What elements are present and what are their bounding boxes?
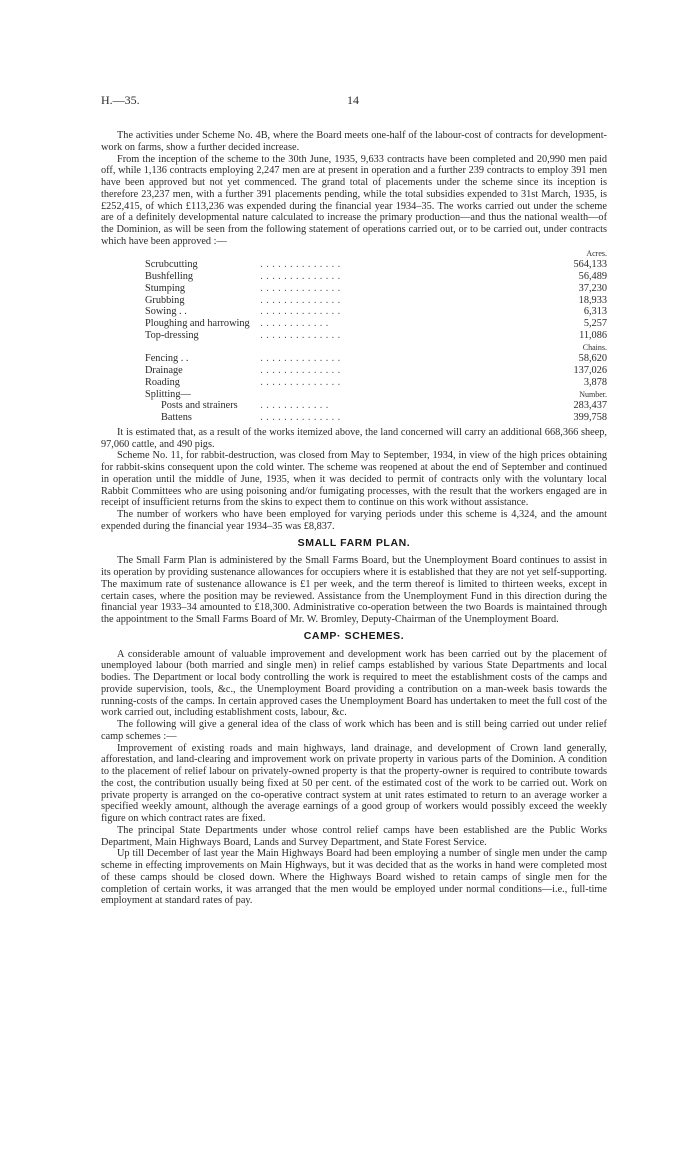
paragraph-stock-estimate: It is estimated that, as a result of the works itemized above, the land concerned will carry an additional 668,366 sheep, 97,060 cattle, and 490 pigs. — [101, 426, 607, 450]
operation-label: Ploughing and harrowing — [145, 318, 250, 329]
leader-dots: . . . . . . . . . . . . — [260, 318, 329, 329]
operation-row — [145, 412, 607, 424]
operation-value: 3,878 — [583, 376, 607, 388]
leader-dots: . . . . . . . . . . . . . . — [260, 329, 341, 341]
unit-row — [145, 248, 607, 260]
operation-value: 283,437 — [573, 400, 607, 412]
operation-label: Bushfelling — [145, 271, 194, 282]
operation-label: Battens — [161, 412, 192, 423]
operation-value: 56,489 — [578, 271, 607, 282]
unit-label: Number. — [579, 389, 607, 399]
operation-value: 5,257 — [583, 318, 607, 329]
heading-camp-schemes: CAMP· SCHEMES. — [303, 629, 405, 642]
operation-label: Stumping — [145, 282, 186, 294]
splitting-label: Splitting— — [145, 388, 191, 400]
page-header — [101, 95, 607, 109]
leader-dots: . . . . . . . . . . . . . . — [260, 365, 341, 376]
unit-label: Chains. — [582, 342, 607, 352]
leader-dots: . . . . . . . . . . . . . . — [260, 282, 341, 294]
paragraph-camp-improvement: Improvement of existing roads and main highways, land drainage, and development of Crown land generally, afforestation, and land-clearing and improvement work on private property in various parts of the Dominion. A condition to the placement of relief labour on privately-owned property is that the property-owner is required to contribute towards the cost, the contribution usually being fixed at 50 per cent. of the estimated cost of the work to be carried out. Work on private property is arranged on the co-operative contract system at unit rates estimated to return to an average worker a specified weekly amount, although the average earnings of a good group of workers would possibly exceed the weekly figure on which contract rates are fixed. — [101, 742, 607, 824]
paragraph-camp-departments: The principal State Departments under whose control relief camps have been established are the Public Works Department, Main Highways Board, Lands and Survey Department, and State Forest Service. — [101, 824, 607, 848]
paragraph-scheme-4b: The activities under Scheme No. 4B, where the Board meets one-half of the labour-cost of contracts for development-work on farms, show a further decided increase. — [101, 130, 607, 153]
operation-row — [145, 330, 607, 342]
leader-dots: . . . . . . . . . . . . . . — [260, 271, 341, 282]
leader-dots: . . . . . . . . . . . . . . — [260, 294, 341, 306]
operation-label: Posts and strainers — [161, 400, 238, 412]
heading-small-farm-plan: SMALL FARM PLAN. — [297, 536, 411, 549]
paragraph-placements: From the inception of the scheme to the 30th June, 1935, 9,633 contracts have been completed and 20,990 men paid off, while 1,136 contracts employing 2,247 men are at present in operation and a further 239 contracts to employ 391 men have been approved but not yet commenced. The grand total of placements under the scheme since its inception is therefore 23,237 men, with a further 391 placements pending, while the total subsidies expended to 31st March, 1935, is £252,415, of which £113,236 was expended during the financial year 1934–35. The works carried out under the scheme are of a definitely developmental nature calculated to increase the primary production—and thus the national wealth—of the Dominion, as will be seen from the following statement of operations carried out, or to be carried out, under contracts which have been approved :— — [101, 153, 607, 247]
operation-label: Scrubcutting — [145, 259, 198, 271]
operation-value: 564,133 — [573, 259, 607, 271]
paragraph-camp-highways: Up till December of last year the Main Highways Board had been employing a number of single men under the camp scheme in effecting improvements on Main Highways, but it was decided that as the works in hand were completed most of these camps should be closed down. Where the Highways Board wished to retain camps of single men for the completion of certain works, it was arranged that the men would be employed under normal conditions—i.e., full-time employment at standard rates of pay. — [101, 848, 607, 907]
operations-table — [145, 248, 607, 424]
leader-dots: . . . . . . . . . . . . . . — [260, 353, 341, 365]
page-number: 14 — [347, 93, 359, 107]
unit-label: Acres. — [586, 248, 607, 258]
operation-value: 399,758 — [573, 412, 607, 423]
operation-row — [145, 365, 607, 377]
operation-value: 11,086 — [579, 329, 607, 341]
operation-label: Top-dressing — [145, 329, 199, 341]
leader-dots: . . . . . . . . . . . . . . — [260, 259, 341, 271]
operation-row — [145, 377, 607, 389]
paragraph-small-farm: The Small Farm Plan is administered by the Small Farms Board, but the Unemployment Board continues to assist in its operation by providing sustenance allowances for occupiers where it is established that they are not yet self-supporting. The maximum rate of sustenance allowance is £1 per week, and the term thereof is limited to thirteen weeks, except in certain cases, where the position may be reviewed. Assistance from the Unemployment Fund in this direction during the financial year 1933–34 amounted to £18,300. Administrative co-operation between the two Boards is maintained through the appointment to the Small Farms Board of Mr. W. Bromley, Deputy-Chairman of the Unemployment Board. — [101, 555, 607, 625]
operation-row — [145, 271, 607, 283]
operation-row — [145, 259, 607, 271]
document-code: H.—35. — [101, 93, 140, 107]
operation-value: 6,313 — [583, 306, 607, 318]
operation-label: Drainage — [145, 365, 183, 376]
leader-dots: . . . . . . . . . . . . — [260, 400, 329, 412]
operation-row — [145, 318, 607, 330]
operation-label: Roading — [145, 376, 180, 388]
operation-value: 37,230 — [578, 282, 607, 294]
operation-row — [145, 306, 607, 318]
paragraph-scheme-11: Scheme No. 11, for rabbit-destruction, was closed from May to September, 1934, in view of the high prices obtaining for rabbit-skins consequent upon the cold winter. The scheme was reopened at about the end of September and continued in operation until the middle of June, 1935, when it was decided to permit of contracts only with the voluntary local Rabbit Committees who are using poisoning and/or fumigating processes, with the result that the workers engaged are in receipt of insufficient returns from the skins to expect them to continue on this work without assistance. — [101, 450, 607, 509]
operation-value: 18,933 — [578, 294, 607, 306]
operation-row — [145, 400, 607, 412]
paragraph-camp-intro: A considerable amount of valuable improvement and development work has been carried out by the placement of unemployed labour (both married and single men) in relief camps established by various State Departments and local bodies. The Department or local body controlling the work is required to meet the establishment costs of the camps and provide supervision, tools, &c., the Unemployment Board providing a contribution on a man-week basis towards the running-costs of the camps. In certain approved cases the Unemployment Board has undertaken to meet the full cost of the work carried out, including establishment costs, labour, &c. — [101, 648, 607, 719]
operation-label: Fencing . . — [145, 353, 189, 365]
operation-label: Grubbing — [145, 294, 185, 306]
unit-row — [145, 342, 607, 354]
paragraph-workers: The number of workers who have been employed for varying periods under this scheme is 4,324, and the amount expended during the financial year 1934–35 was £8,837. — [101, 509, 607, 532]
operation-value: 137,026 — [573, 365, 607, 376]
paragraph-camp-class: The following will give a general idea of the class of work which has been and is still being carried out under relief camp schemes :— — [101, 719, 607, 742]
operation-label: Sowing . . — [145, 306, 187, 318]
operation-value: 58,620 — [578, 353, 607, 365]
leader-dots: . . . . . . . . . . . . . . — [260, 376, 341, 388]
page-body — [101, 130, 607, 907]
operation-row — [145, 295, 607, 307]
leader-dots: . . . . . . . . . . . . . . — [260, 306, 341, 318]
operation-row — [145, 283, 607, 295]
leader-dots: . . . . . . . . . . . . . . — [260, 412, 341, 423]
splitting-row — [145, 389, 607, 401]
operation-row — [145, 353, 607, 365]
